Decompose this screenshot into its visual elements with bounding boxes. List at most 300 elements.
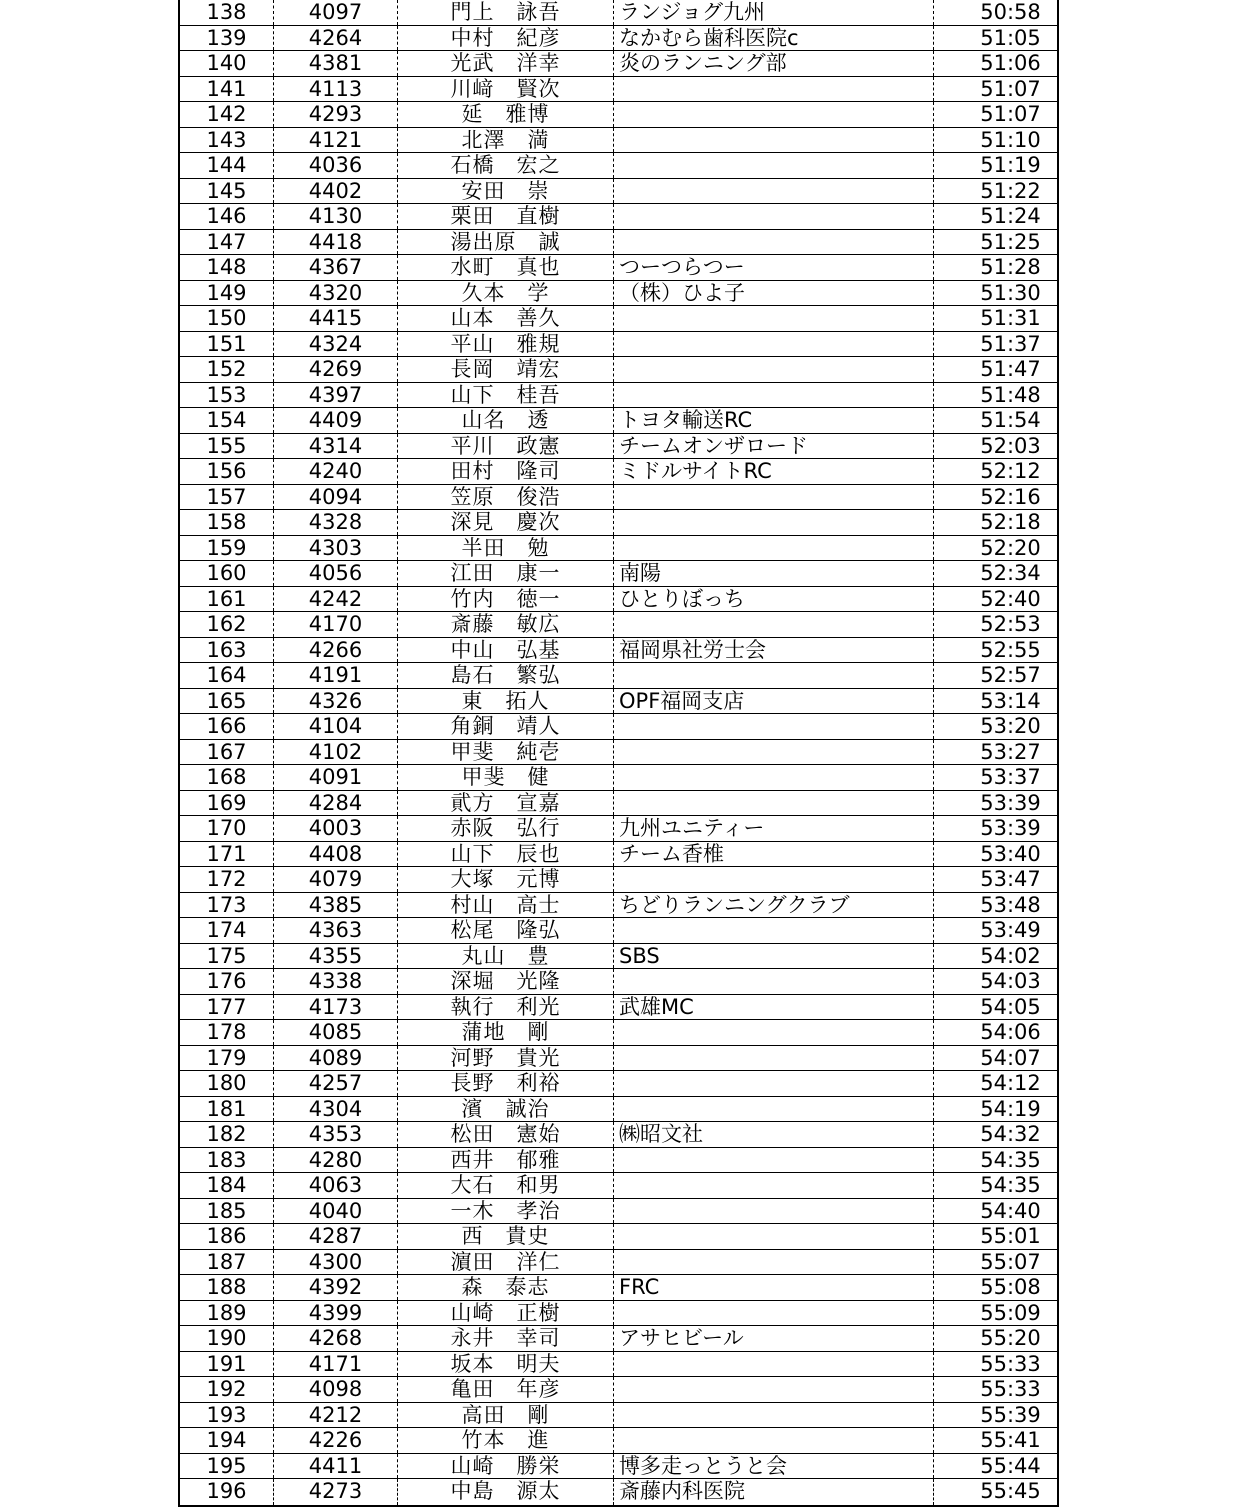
finish-time-cell: 55:45 xyxy=(980,1479,1041,1503)
runner-name-cell: 貮方 宣嘉 xyxy=(398,791,614,816)
rank-cell: 150 xyxy=(180,306,274,331)
bib-number-cell: 4063 xyxy=(274,1173,398,1198)
table-row xyxy=(180,740,1057,766)
table-row xyxy=(180,255,1057,281)
rank-cell: 138 xyxy=(180,0,274,25)
bib-number-cell: 4408 xyxy=(274,842,398,867)
rank-cell: 154 xyxy=(180,408,274,433)
rank-cell: 140 xyxy=(180,51,274,76)
runner-name-cell: 山崎 勝栄 xyxy=(398,1454,614,1479)
rank-cell: 151 xyxy=(180,332,274,357)
table-row xyxy=(180,1377,1057,1403)
team-name-cell xyxy=(614,153,934,178)
runner-name-cell: 湯出原 誠 xyxy=(398,230,614,255)
finish-time-cell: 52:34 xyxy=(980,561,1041,585)
table-row xyxy=(180,791,1057,817)
runner-name-cell: 甲斐 純壱 xyxy=(398,740,614,765)
team-name-cell xyxy=(614,1046,934,1071)
runner-name-cell: 永井 幸司 xyxy=(398,1326,614,1351)
finish-time-cell: 54:06 xyxy=(980,1020,1041,1044)
team-name-cell xyxy=(614,1097,934,1122)
finish-time-cell: 54:07 xyxy=(980,1045,1041,1070)
finish-time-cell: 54:02 xyxy=(980,943,1041,968)
table-row xyxy=(180,306,1057,332)
table-row xyxy=(180,1454,1057,1480)
table-row xyxy=(180,1428,1057,1454)
team-name-cell xyxy=(614,357,934,382)
finish-time-cell: 52:18 xyxy=(980,510,1041,534)
bib-number-cell: 4355 xyxy=(274,944,398,969)
finish-time-cell: 53:49 xyxy=(980,918,1041,942)
runner-name-cell: 松田 憲始 xyxy=(398,1122,614,1147)
finish-time-cell: 53:39 xyxy=(980,790,1041,815)
table-row xyxy=(180,357,1057,383)
rank-cell: 180 xyxy=(180,1071,274,1096)
runner-name-cell: 島石 繁弘 xyxy=(398,663,614,688)
team-name-cell: ㈱昭文社 xyxy=(614,1122,934,1147)
team-name-cell xyxy=(614,383,934,408)
finish-time-cell: 54:05 xyxy=(980,994,1041,1019)
runner-name-cell: 濱 誠治 xyxy=(398,1097,614,1122)
runner-name-cell: 深堀 光隆 xyxy=(398,969,614,994)
finish-time-cell: 55:01 xyxy=(980,1224,1041,1248)
finish-time-cell: 51:30 xyxy=(980,280,1041,305)
finish-time-cell: 51:31 xyxy=(980,306,1041,330)
runner-name-cell: 竹内 徳一 xyxy=(398,587,614,612)
rank-cell: 191 xyxy=(180,1352,274,1377)
table-row xyxy=(180,842,1057,868)
rank-cell: 169 xyxy=(180,791,274,816)
finish-time-cell: 52:12 xyxy=(980,459,1041,483)
bib-number-cell: 4328 xyxy=(274,510,398,535)
rank-cell: 166 xyxy=(180,714,274,739)
finish-time-cell: 52:16 xyxy=(980,484,1041,509)
runner-name-cell: 山下 辰也 xyxy=(398,842,614,867)
team-name-cell xyxy=(614,1020,934,1045)
finish-time-cell: 55:09 xyxy=(980,1300,1041,1325)
finish-time-cell: 52:20 xyxy=(980,535,1041,560)
table-row xyxy=(180,332,1057,358)
rank-cell: 195 xyxy=(180,1454,274,1479)
rank-cell: 174 xyxy=(180,918,274,943)
bib-number-cell: 4284 xyxy=(274,791,398,816)
rank-cell: 179 xyxy=(180,1046,274,1071)
rank-cell: 147 xyxy=(180,230,274,255)
team-name-cell: ちどりランニングクラブ xyxy=(614,893,934,918)
finish-time-cell: 51:07 xyxy=(980,102,1041,126)
rank-cell: 158 xyxy=(180,510,274,535)
finish-time-cell: 54:35 xyxy=(980,1147,1041,1172)
rank-cell: 196 xyxy=(180,1479,274,1505)
table-row xyxy=(180,510,1057,536)
team-name-cell xyxy=(614,612,934,637)
team-name-cell xyxy=(614,714,934,739)
table-row xyxy=(180,179,1057,205)
table-row xyxy=(180,434,1057,460)
table-row xyxy=(180,485,1057,511)
table-row xyxy=(180,816,1057,842)
runner-name-cell: 大塚 元博 xyxy=(398,867,614,892)
team-name-cell: チームオンザロード xyxy=(614,434,934,459)
bib-number-cell: 4097 xyxy=(274,0,398,25)
runner-name-cell: 光武 洋幸 xyxy=(398,51,614,76)
bib-number-cell: 4266 xyxy=(274,638,398,663)
rank-cell: 165 xyxy=(180,689,274,714)
bib-number-cell: 4269 xyxy=(274,357,398,382)
bib-number-cell: 4402 xyxy=(274,179,398,204)
table-row xyxy=(180,1020,1057,1046)
runner-name-cell: 竹本 進 xyxy=(398,1428,614,1453)
table-row xyxy=(180,1071,1057,1097)
runner-name-cell: 大石 和男 xyxy=(398,1173,614,1198)
rank-cell: 188 xyxy=(180,1275,274,1300)
table-row xyxy=(180,1479,1057,1505)
runner-name-cell: 山下 桂吾 xyxy=(398,383,614,408)
runner-name-cell: 角銅 靖人 xyxy=(398,714,614,739)
team-name-cell xyxy=(614,1173,934,1198)
bib-number-cell: 4242 xyxy=(274,587,398,612)
finish-time-cell: 51:24 xyxy=(980,204,1041,228)
rank-cell: 181 xyxy=(180,1097,274,1122)
bib-number-cell: 4418 xyxy=(274,230,398,255)
bib-number-cell: 4363 xyxy=(274,918,398,943)
team-name-cell xyxy=(614,485,934,510)
runner-name-cell: 河野 貴光 xyxy=(398,1046,614,1071)
runner-name-cell: 高田 剛 xyxy=(398,1403,614,1428)
rank-cell: 175 xyxy=(180,944,274,969)
finish-time-cell: 51:47 xyxy=(980,357,1041,381)
bib-number-cell: 4121 xyxy=(274,128,398,153)
team-name-cell: 武雄MC xyxy=(614,995,934,1020)
team-name-cell: アサヒビール xyxy=(614,1326,934,1351)
bib-number-cell: 4304 xyxy=(274,1097,398,1122)
finish-time-cell: 55:39 xyxy=(980,1402,1041,1427)
bib-number-cell: 4268 xyxy=(274,1326,398,1351)
rank-cell: 170 xyxy=(180,816,274,841)
rank-cell: 172 xyxy=(180,867,274,892)
bib-number-cell: 4338 xyxy=(274,969,398,994)
table-row xyxy=(180,612,1057,638)
team-name-cell xyxy=(614,102,934,127)
runner-name-cell: 門上 詠吾 xyxy=(398,0,614,25)
bib-number-cell: 4324 xyxy=(274,332,398,357)
table-row xyxy=(180,969,1057,995)
runner-name-cell: 延 雅博 xyxy=(398,102,614,127)
finish-time-cell: 53:37 xyxy=(980,765,1041,789)
table-row xyxy=(180,893,1057,919)
rank-cell: 139 xyxy=(180,26,274,51)
finish-time-cell: 55:20 xyxy=(980,1326,1041,1350)
runner-name-cell: 久本 学 xyxy=(398,281,614,306)
bib-number-cell: 4240 xyxy=(274,459,398,484)
rank-cell: 168 xyxy=(180,765,274,790)
finish-time-cell: 54:35 xyxy=(980,1173,1041,1197)
table-row xyxy=(180,638,1057,664)
runner-name-cell: 坂本 明夫 xyxy=(398,1352,614,1377)
rank-cell: 156 xyxy=(180,459,274,484)
bib-number-cell: 4212 xyxy=(274,1403,398,1428)
bib-number-cell: 4091 xyxy=(274,765,398,790)
runner-name-cell: 丸山 豊 xyxy=(398,944,614,969)
team-name-cell xyxy=(614,128,934,153)
table-row xyxy=(180,918,1057,944)
finish-time-cell: 55:33 xyxy=(980,1377,1041,1401)
team-name-cell xyxy=(614,77,934,102)
team-name-cell xyxy=(614,1428,934,1453)
bib-number-cell: 4257 xyxy=(274,1071,398,1096)
finish-time-cell: 51:37 xyxy=(980,331,1041,356)
table-row xyxy=(180,459,1057,485)
finish-time-cell: 50:58 xyxy=(980,0,1041,24)
bib-number-cell: 4326 xyxy=(274,689,398,714)
bib-number-cell: 4036 xyxy=(274,153,398,178)
table-row xyxy=(180,561,1057,587)
table-row xyxy=(180,714,1057,740)
bib-number-cell: 4381 xyxy=(274,51,398,76)
runner-name-cell: 山名 透 xyxy=(398,408,614,433)
results-table xyxy=(178,0,1059,1507)
runner-name-cell: 斎藤 敏広 xyxy=(398,612,614,637)
rank-cell: 153 xyxy=(180,383,274,408)
team-name-cell: 福岡県社労士会 xyxy=(614,638,934,663)
bib-number-cell: 4089 xyxy=(274,1046,398,1071)
team-name-cell xyxy=(614,1377,934,1402)
finish-time-cell: 54:32 xyxy=(980,1122,1041,1146)
runner-name-cell: 笠原 俊浩 xyxy=(398,485,614,510)
bib-number-cell: 4415 xyxy=(274,306,398,331)
rank-cell: 189 xyxy=(180,1301,274,1326)
team-name-cell xyxy=(614,306,934,331)
table-row xyxy=(180,0,1057,26)
runner-name-cell: 石橋 宏之 xyxy=(398,153,614,178)
team-name-cell xyxy=(614,918,934,943)
rank-cell: 178 xyxy=(180,1020,274,1045)
finish-time-cell: 53:47 xyxy=(980,867,1041,891)
team-name-cell: ミドルサイトRC xyxy=(614,459,934,484)
runner-name-cell: 中島 源太 xyxy=(398,1479,614,1505)
runner-name-cell: 蒲地 剛 xyxy=(398,1020,614,1045)
bib-number-cell: 4173 xyxy=(274,995,398,1020)
bib-number-cell: 4397 xyxy=(274,383,398,408)
rank-cell: 152 xyxy=(180,357,274,382)
bib-number-cell: 4273 xyxy=(274,1479,398,1505)
table-row xyxy=(180,383,1057,409)
team-name-cell xyxy=(614,230,934,255)
bib-number-cell: 4098 xyxy=(274,1377,398,1402)
team-name-cell: 炎のランニング部 xyxy=(614,51,934,76)
table-row xyxy=(180,153,1057,179)
rank-cell: 149 xyxy=(180,281,274,306)
finish-time-cell: 55:08 xyxy=(980,1275,1041,1299)
finish-time-cell: 53:14 xyxy=(980,688,1041,713)
finish-time-cell: 53:40 xyxy=(980,841,1041,866)
bib-number-cell: 4130 xyxy=(274,204,398,229)
rank-cell: 161 xyxy=(180,587,274,612)
finish-time-cell: 51:28 xyxy=(980,255,1041,279)
team-name-cell xyxy=(614,867,934,892)
bib-number-cell: 4287 xyxy=(274,1224,398,1249)
team-name-cell: （株）ひよ子 xyxy=(614,281,934,306)
bib-number-cell: 4191 xyxy=(274,663,398,688)
runner-name-cell: 半田 勉 xyxy=(398,536,614,561)
team-name-cell xyxy=(614,1071,934,1096)
rank-cell: 193 xyxy=(180,1403,274,1428)
runner-name-cell: 山崎 正樹 xyxy=(398,1301,614,1326)
team-name-cell xyxy=(614,510,934,535)
table-row xyxy=(180,944,1057,970)
runner-name-cell: 一木 孝治 xyxy=(398,1199,614,1224)
table-row xyxy=(180,1301,1057,1327)
bib-number-cell: 4094 xyxy=(274,485,398,510)
rank-cell: 144 xyxy=(180,153,274,178)
finish-time-cell: 54:19 xyxy=(980,1096,1041,1121)
table-row xyxy=(180,1352,1057,1378)
runner-name-cell: 赤阪 弘行 xyxy=(398,816,614,841)
runner-name-cell: 濵田 洋仁 xyxy=(398,1250,614,1275)
team-name-cell xyxy=(614,1301,934,1326)
rank-cell: 148 xyxy=(180,255,274,280)
team-name-cell: OPF福岡支店 xyxy=(614,689,934,714)
bib-number-cell: 4113 xyxy=(274,77,398,102)
rank-cell: 192 xyxy=(180,1377,274,1402)
table-row xyxy=(180,1122,1057,1148)
team-name-cell xyxy=(614,663,934,688)
runner-name-cell: 長岡 靖宏 xyxy=(398,357,614,382)
table-row xyxy=(180,536,1057,562)
finish-time-cell: 51:54 xyxy=(980,408,1041,432)
table-row xyxy=(180,1275,1057,1301)
table-row xyxy=(180,1326,1057,1352)
bib-number-cell: 4226 xyxy=(274,1428,398,1453)
team-name-cell xyxy=(614,740,934,765)
finish-time-cell: 51:06 xyxy=(980,51,1041,75)
rank-cell: 162 xyxy=(180,612,274,637)
finish-time-cell: 52:57 xyxy=(980,663,1041,687)
bib-number-cell: 4280 xyxy=(274,1148,398,1173)
bib-number-cell: 4392 xyxy=(274,1275,398,1300)
runner-name-cell: 平山 雅規 xyxy=(398,332,614,357)
table-row xyxy=(180,1046,1057,1072)
finish-time-cell: 52:40 xyxy=(980,586,1041,611)
team-name-cell xyxy=(614,536,934,561)
rank-cell: 177 xyxy=(180,995,274,1020)
rank-cell: 141 xyxy=(180,77,274,102)
bib-number-cell: 4171 xyxy=(274,1352,398,1377)
bib-number-cell: 4409 xyxy=(274,408,398,433)
bib-number-cell: 4293 xyxy=(274,102,398,127)
runner-name-cell: 栗田 直樹 xyxy=(398,204,614,229)
bib-number-cell: 4385 xyxy=(274,893,398,918)
bib-number-cell: 4314 xyxy=(274,434,398,459)
runner-name-cell: 北澤 満 xyxy=(398,128,614,153)
runner-name-cell: 森 泰志 xyxy=(398,1275,614,1300)
finish-time-cell: 51:22 xyxy=(980,178,1041,203)
finish-time-cell: 51:10 xyxy=(980,127,1041,152)
team-name-cell: 斎藤内科医院 xyxy=(614,1479,934,1505)
runner-name-cell: 水町 真也 xyxy=(398,255,614,280)
table-row xyxy=(180,689,1057,715)
runner-name-cell: 中村 紀彦 xyxy=(398,26,614,51)
finish-time-cell: 51:48 xyxy=(980,382,1041,407)
rank-cell: 146 xyxy=(180,204,274,229)
finish-time-cell: 51:19 xyxy=(980,153,1041,177)
runner-name-cell: 亀田 年彦 xyxy=(398,1377,614,1402)
table-row xyxy=(180,26,1057,52)
table-row xyxy=(180,1173,1057,1199)
team-name-cell xyxy=(614,1403,934,1428)
runner-name-cell: 中山 弘基 xyxy=(398,638,614,663)
table-row xyxy=(180,1148,1057,1174)
table-row xyxy=(180,102,1057,128)
rank-cell: 164 xyxy=(180,663,274,688)
finish-time-cell: 55:44 xyxy=(980,1453,1041,1478)
runner-name-cell: 西 貴史 xyxy=(398,1224,614,1249)
runner-name-cell: 山本 善久 xyxy=(398,306,614,331)
team-name-cell: 九州ユニティー xyxy=(614,816,934,841)
finish-time-cell: 51:25 xyxy=(980,229,1041,254)
team-name-cell: チーム香椎 xyxy=(614,842,934,867)
team-name-cell: FRC xyxy=(614,1275,934,1300)
runner-name-cell: 東 拓人 xyxy=(398,689,614,714)
team-name-cell: ランジョグ九州 xyxy=(614,0,934,25)
finish-time-cell: 52:55 xyxy=(980,637,1041,662)
bib-number-cell: 4104 xyxy=(274,714,398,739)
runner-name-cell: 安田 崇 xyxy=(398,179,614,204)
table-row xyxy=(180,408,1057,434)
bib-number-cell: 4056 xyxy=(274,561,398,586)
team-name-cell: つーつらつー xyxy=(614,255,934,280)
bib-number-cell: 4079 xyxy=(274,867,398,892)
runner-name-cell: 西井 郁雅 xyxy=(398,1148,614,1173)
finish-time-cell: 51:05 xyxy=(980,25,1041,50)
runner-name-cell: 長野 利裕 xyxy=(398,1071,614,1096)
rank-cell: 160 xyxy=(180,561,274,586)
bib-number-cell: 4411 xyxy=(274,1454,398,1479)
finish-time-cell: 54:12 xyxy=(980,1071,1041,1095)
finish-time-cell: 53:48 xyxy=(980,892,1041,917)
finish-time-cell: 52:03 xyxy=(980,433,1041,458)
finish-time-cell: 55:07 xyxy=(980,1249,1041,1274)
team-name-cell xyxy=(614,1250,934,1275)
bib-number-cell: 4003 xyxy=(274,816,398,841)
runner-name-cell: 川﨑 賢次 xyxy=(398,77,614,102)
runner-name-cell: 村山 高士 xyxy=(398,893,614,918)
runner-name-cell: 甲斐 健 xyxy=(398,765,614,790)
table-row xyxy=(180,663,1057,689)
rank-cell: 155 xyxy=(180,434,274,459)
team-name-cell: なかむら歯科医院c xyxy=(614,26,934,51)
bib-number-cell: 4320 xyxy=(274,281,398,306)
table-row xyxy=(180,77,1057,103)
table-row xyxy=(180,230,1057,256)
bib-number-cell: 4264 xyxy=(274,26,398,51)
finish-time-cell: 54:03 xyxy=(980,969,1041,993)
runner-name-cell: 松尾 隆弘 xyxy=(398,918,614,943)
team-name-cell xyxy=(614,179,934,204)
finish-time-cell: 53:39 xyxy=(980,816,1041,840)
rank-cell: 171 xyxy=(180,842,274,867)
team-name-cell xyxy=(614,204,934,229)
team-name-cell xyxy=(614,332,934,357)
rank-cell: 142 xyxy=(180,102,274,127)
table-row xyxy=(180,1224,1057,1250)
team-name-cell xyxy=(614,791,934,816)
table-row xyxy=(180,867,1057,893)
bib-number-cell: 4040 xyxy=(274,1199,398,1224)
rank-cell: 163 xyxy=(180,638,274,663)
table-row xyxy=(180,204,1057,230)
rank-cell: 145 xyxy=(180,179,274,204)
